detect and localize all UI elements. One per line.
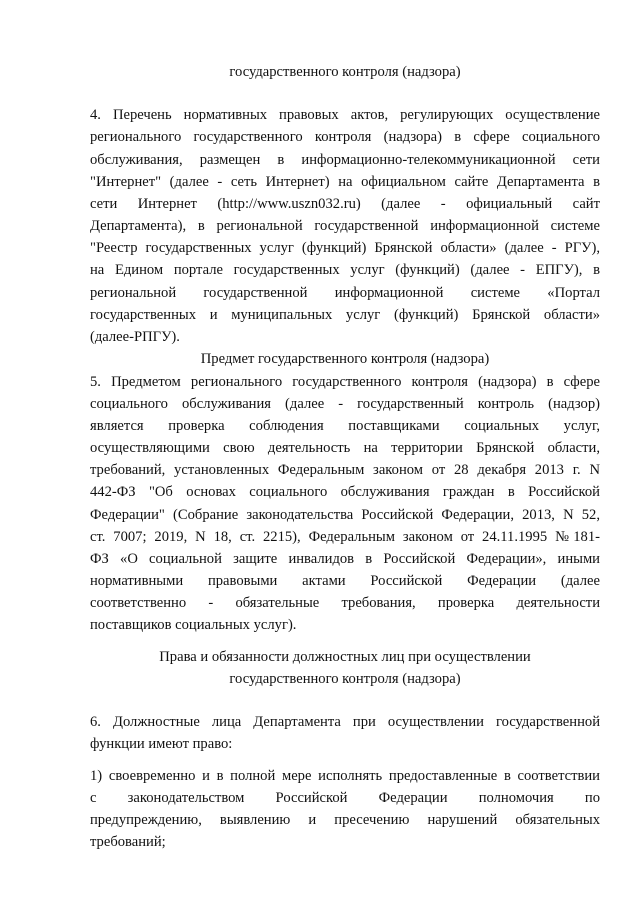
paragraph-line: нормативными правовыми актами Российской Федерации (далее xyxy=(90,573,600,589)
paragraph-line: ФЗ «О социальной защите инвалидов в Российской Федерации», иными xyxy=(90,551,600,567)
paragraph-line: 442-ФЗ "Об основах социального обслуживания граждан в Российской xyxy=(90,484,600,500)
paragraph-line: 5. Предметом регионального государственного контроля (надзора) в сфере xyxy=(90,374,600,390)
heading-line: Права и обязанности должностных лиц при осуществлении xyxy=(159,649,531,665)
paragraph-line: (далее-РПГУ). xyxy=(90,329,180,345)
paragraph-line: на Едином портале государственных услуг (функций) (далее - ЕПГУ), в xyxy=(90,262,600,278)
paragraph-line: требований; xyxy=(90,834,166,850)
paragraph-line: 4. Перечень нормативных правовых актов, регулирующих осуществление xyxy=(90,107,600,123)
paragraph-line: государственных и муниципальных услуг (функций) Брянской области» xyxy=(90,307,600,323)
paragraph-line: Федерации" (Собрание законодательства Российской Федерации, 2013, N 52, xyxy=(90,507,600,523)
paragraph-line: функции имеют право: xyxy=(90,736,233,752)
paragraph-line: 1) своевременно и в полной мере исполнять предоставленные в соответствии xyxy=(90,768,600,784)
paragraph-line: "Реестр государственных услуг (функций) Брянской области» (далее - РГУ), xyxy=(90,240,600,256)
paragraph-line: требований, установленных Федеральным законом от 28 декабря 2013 г. N xyxy=(90,462,600,478)
paragraph-line: поставщиков социальных услуг). xyxy=(90,617,297,633)
paragraph-line: "Интернет" (далее - сеть Интернет) на официальном сайте Департамента в xyxy=(90,174,600,190)
paragraph-line: является проверка соблюдения поставщиками социальных услуг, xyxy=(90,418,600,434)
paragraph-line: регионального государственного контроля (надзора) в сфере социального xyxy=(90,129,600,145)
paragraph-line: предупреждению, выявлению и пресечению нарушений обязательных xyxy=(90,812,600,828)
page-heading: государственного контроля (надзора) xyxy=(229,64,461,80)
heading-line: государственного контроля (надзора) xyxy=(229,671,461,687)
section-heading-subject: Предмет государственного контроля (надзора) xyxy=(200,351,490,367)
paragraph-line: социального обслуживания (далее - государственный контроль (надзор) xyxy=(90,396,600,412)
paragraph-line: соответственно - обязательные требования, проверка деятельности xyxy=(90,595,600,611)
paragraph-line: обслуживания, размещен в информационно-телекоммуникационной сети xyxy=(90,152,600,168)
paragraph-line: 6. Должностные лица Департамента при осуществлении государственной xyxy=(90,714,600,730)
paragraph-line: Департамента), в региональной государственной информационной системе xyxy=(90,218,600,234)
paragraph-line: региональной государственной информационной системе «Портал xyxy=(90,285,600,301)
paragraph-line: с законодательством Российской Федерации полномочия по xyxy=(90,790,600,806)
paragraph-line: осуществляющими свою деятельность на территории Брянской области, xyxy=(90,440,600,456)
paragraph-line: ст. 7007; 2019, N 18, ст. 2215), Федеральным законом от 24.11.1995 №181- xyxy=(90,529,600,545)
paragraph-line: сети Интернет (http://www.uszn032.ru) (далее - официальный сайт xyxy=(90,196,600,212)
